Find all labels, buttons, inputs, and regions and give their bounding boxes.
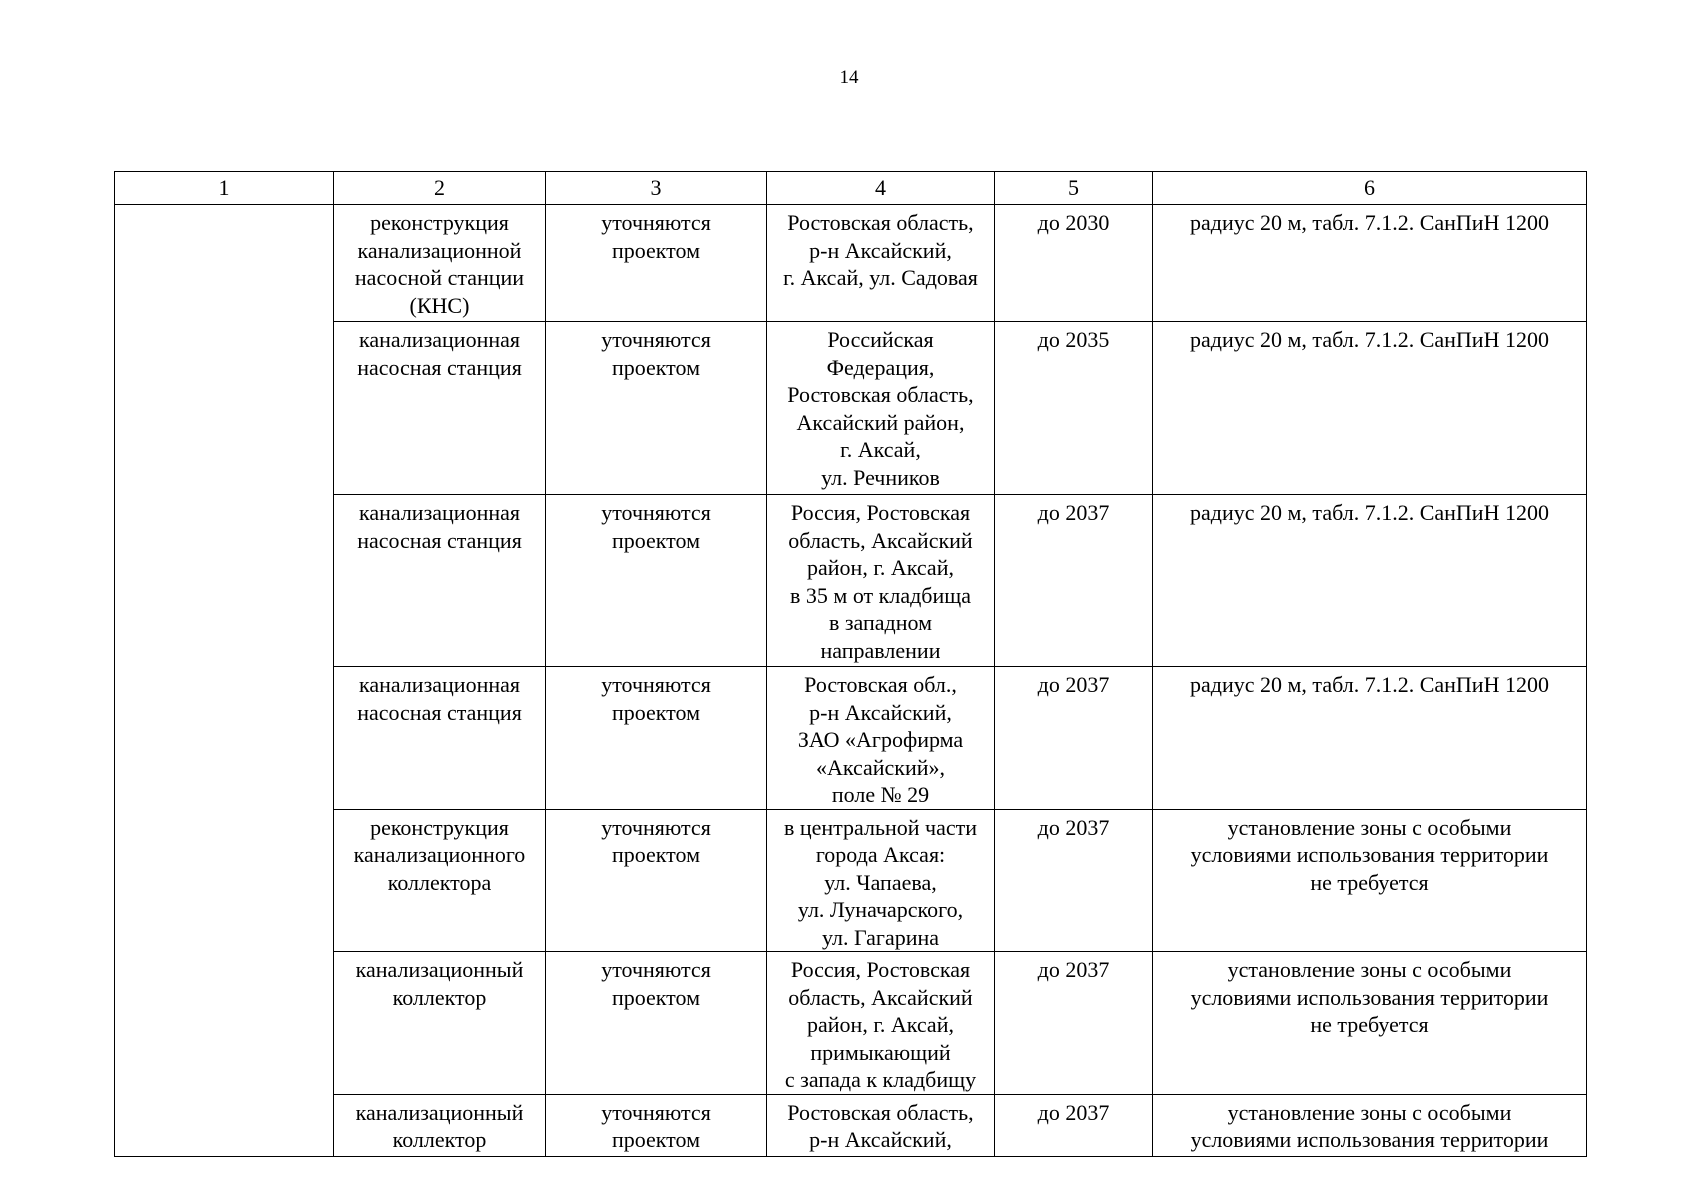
object-name-cell: реконструкция канализационного коллектора (334, 809, 546, 952)
location-cell: Ростовская область, р-н Аксайский, г. Аксай, ул. Садовая (767, 205, 995, 322)
table-row (115, 667, 1587, 810)
column-header: 1 (115, 172, 334, 205)
zone-cell: радиус 20 м, табл. 7.1.2. СанПиН 1200 (1153, 322, 1587, 495)
zone-cell: установление зоны с особыми условиями использования территории не требуется (1153, 952, 1587, 1095)
zone-cell: радиус 20 м, табл. 7.1.2. СанПиН 1200 (1153, 495, 1587, 667)
deadline-cell: до 2037 (995, 495, 1153, 667)
parameters-cell: уточняются проектом (546, 952, 767, 1095)
deadline-cell: до 2037 (995, 809, 1153, 952)
category-cell (115, 205, 334, 1157)
parameters-cell: уточняются проектом (546, 667, 767, 810)
zone-cell: установление зоны с особыми условиями использования территории (1153, 1094, 1587, 1156)
location-cell: Россия, Ростовская область, Аксайский район, г. Аксай, примыкающий с запада к кладбищу (767, 952, 995, 1095)
deadline-cell: до 2030 (995, 205, 1153, 322)
location-cell: Ростовская область, р-н Аксайский, (767, 1094, 995, 1156)
object-name-cell: канализационный коллектор (334, 952, 546, 1095)
location-cell: Россия, Ростовская область, Аксайский район, г. Аксай, в 35 м от кладбища в западном направлении (767, 495, 995, 667)
object-name-cell: реконструкция канализационной насосной станции (КНС) (334, 205, 546, 322)
zone-cell: радиус 20 м, табл. 7.1.2. СанПиН 1200 (1153, 205, 1587, 322)
document-table (114, 171, 1587, 1157)
deadline-cell: до 2037 (995, 667, 1153, 810)
location-cell: Ростовская обл., р-н Аксайский, ЗАО «Агрофирма «Аксайский», поле № 29 (767, 667, 995, 810)
column-header: 5 (995, 172, 1153, 205)
parameters-cell: уточняются проектом (546, 1094, 767, 1156)
deadline-cell: до 2035 (995, 322, 1153, 495)
parameters-cell: уточняются проектом (546, 205, 767, 322)
column-header: 3 (546, 172, 767, 205)
parameters-cell: уточняются проектом (546, 322, 767, 495)
column-header: 4 (767, 172, 995, 205)
zone-cell: установление зоны с особыми условиями использования территории не требуется (1153, 809, 1587, 952)
object-name-cell: канализационная насосная станция (334, 322, 546, 495)
object-name-cell: канализационный коллектор (334, 1094, 546, 1156)
table-row (115, 952, 1587, 1095)
table-row (115, 809, 1587, 952)
object-name-cell: канализационная насосная станция (334, 667, 546, 810)
page-number: 14 (839, 67, 859, 88)
location-cell: Российская Федерация, Ростовская область, Аксайский район, г. Аксай, ул. Речников (767, 322, 995, 495)
parameters-cell: уточняются проектом (546, 495, 767, 667)
table-row (115, 1094, 1587, 1156)
table-header-row (115, 172, 1587, 205)
zone-cell: радиус 20 м, табл. 7.1.2. СанПиН 1200 (1153, 667, 1587, 810)
table-row (115, 322, 1587, 495)
object-name-cell: канализационная насосная станция (334, 495, 546, 667)
deadline-cell: до 2037 (995, 1094, 1153, 1156)
location-cell: в центральной части города Аксая: ул. Чапаева, ул. Луначарского, ул. Гагарина (767, 809, 995, 952)
table-row (115, 495, 1587, 667)
deadline-cell: до 2037 (995, 952, 1153, 1095)
column-header: 6 (1153, 172, 1587, 205)
table-row (115, 205, 1587, 322)
column-header: 2 (334, 172, 546, 205)
parameters-cell: уточняются проектом (546, 809, 767, 952)
